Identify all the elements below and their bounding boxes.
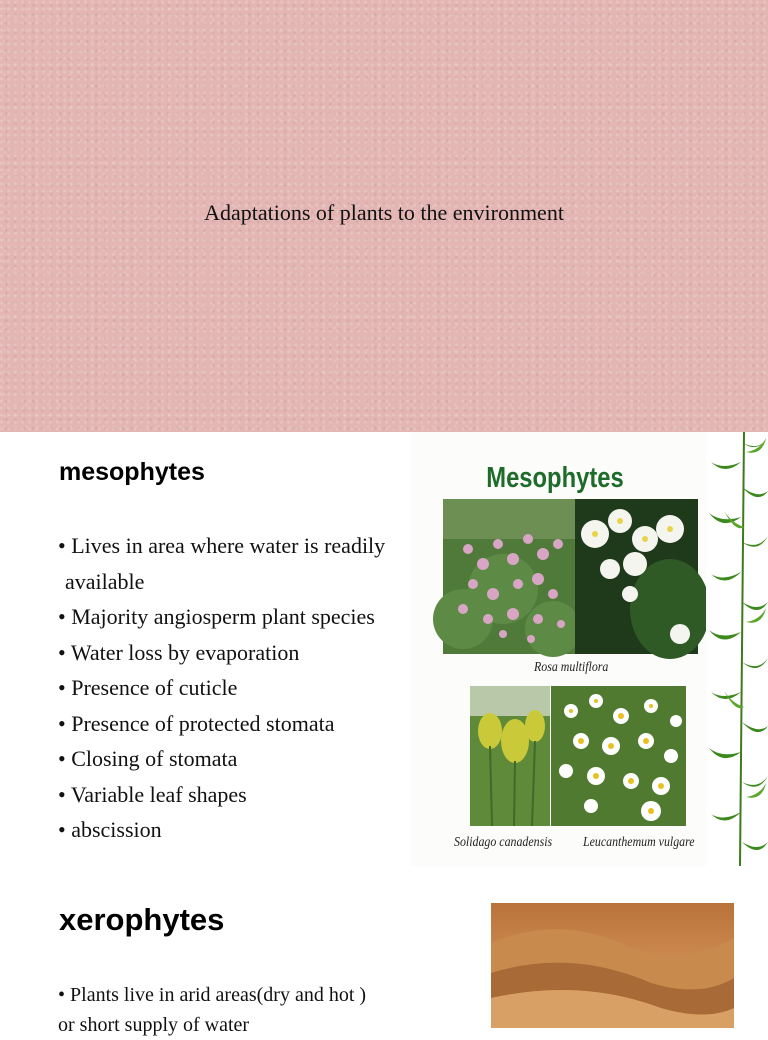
solidago-photo bbox=[470, 686, 550, 826]
bullet-continuation: available bbox=[65, 568, 145, 594]
bullet-list bbox=[58, 980, 366, 1040]
rosa-multiflora-photo bbox=[443, 499, 575, 654]
mesophytes-slide bbox=[0, 432, 768, 866]
slide-heading: xerophytes bbox=[59, 902, 225, 937]
caption-solidago: Solidago canadensis bbox=[454, 835, 553, 850]
caption-leucanthemum: Leucanthemum vulgare bbox=[583, 835, 695, 850]
daisies-photo bbox=[551, 686, 686, 826]
bullet-continuation: or short supply of water bbox=[58, 1014, 250, 1036]
desert-dunes-photo bbox=[491, 903, 734, 1028]
xerophytes-slide bbox=[0, 866, 768, 1036]
figure-title: Mesophytes bbox=[486, 462, 624, 494]
caption-rosa: Rosa multiflora bbox=[534, 660, 609, 675]
bullet-list bbox=[58, 528, 402, 848]
mesophytes-figure bbox=[410, 432, 710, 866]
bullet-item: • Closing of stomata bbox=[58, 741, 402, 777]
bullet-item: • Plants live in arid areas(dry and hot ) bbox=[58, 980, 366, 1010]
bullet-item: • Majority angiosperm plant species bbox=[58, 599, 402, 635]
bullet-item: • Lives in area where water is readily bbox=[58, 528, 402, 564]
title-slide bbox=[0, 0, 768, 432]
bullet-item: • Presence of cuticle bbox=[58, 670, 402, 706]
bullet-item: • Variable leaf shapes bbox=[58, 777, 402, 813]
bullet-item: • Water loss by evaporation bbox=[58, 635, 402, 671]
slide-heading: mesophytes bbox=[59, 458, 205, 486]
slide-title: Adaptations of plants to the environment bbox=[204, 200, 564, 225]
bullet-item: • Presence of protected stomata bbox=[58, 706, 402, 742]
white-flowers-photo bbox=[575, 499, 698, 654]
bamboo-leaves-decoration bbox=[706, 432, 768, 866]
bullet-item: • abscission bbox=[58, 812, 402, 848]
